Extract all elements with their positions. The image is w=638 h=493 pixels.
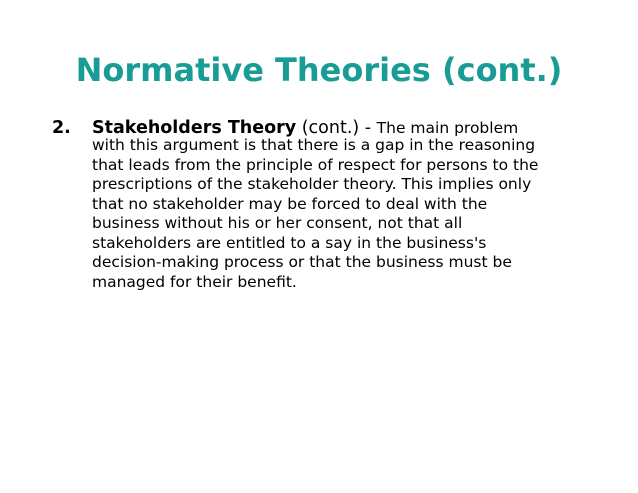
body-line: managed for their benefit. — [92, 272, 297, 291]
body-line: that leads from the principle of respect for persons to the — [92, 155, 539, 174]
item-cont-label: (cont.) - — [296, 118, 377, 138]
body-line: decision-making process or that the business must be — [92, 253, 512, 271]
body-line: business without his or her consent, not that all — [92, 214, 463, 232]
body-line: that no stakeholder may be forced to deal with the — [92, 194, 488, 213]
body-line: with this argument is that there is a gap in the reasoning — [92, 136, 536, 154]
item-term: Stakeholders Theory — [92, 118, 297, 138]
slide-title: Normative Theories (cont.) — [75, 51, 563, 89]
body-line: stakeholders are entitled to a say in the business's — [92, 233, 487, 252]
item-number: 2. — [52, 118, 71, 138]
body-line: prescriptions of the stakeholder theory. This implies only — [92, 175, 532, 193]
item-lead-text: The main problem — [376, 119, 519, 137]
item-body — [92, 136, 612, 292]
